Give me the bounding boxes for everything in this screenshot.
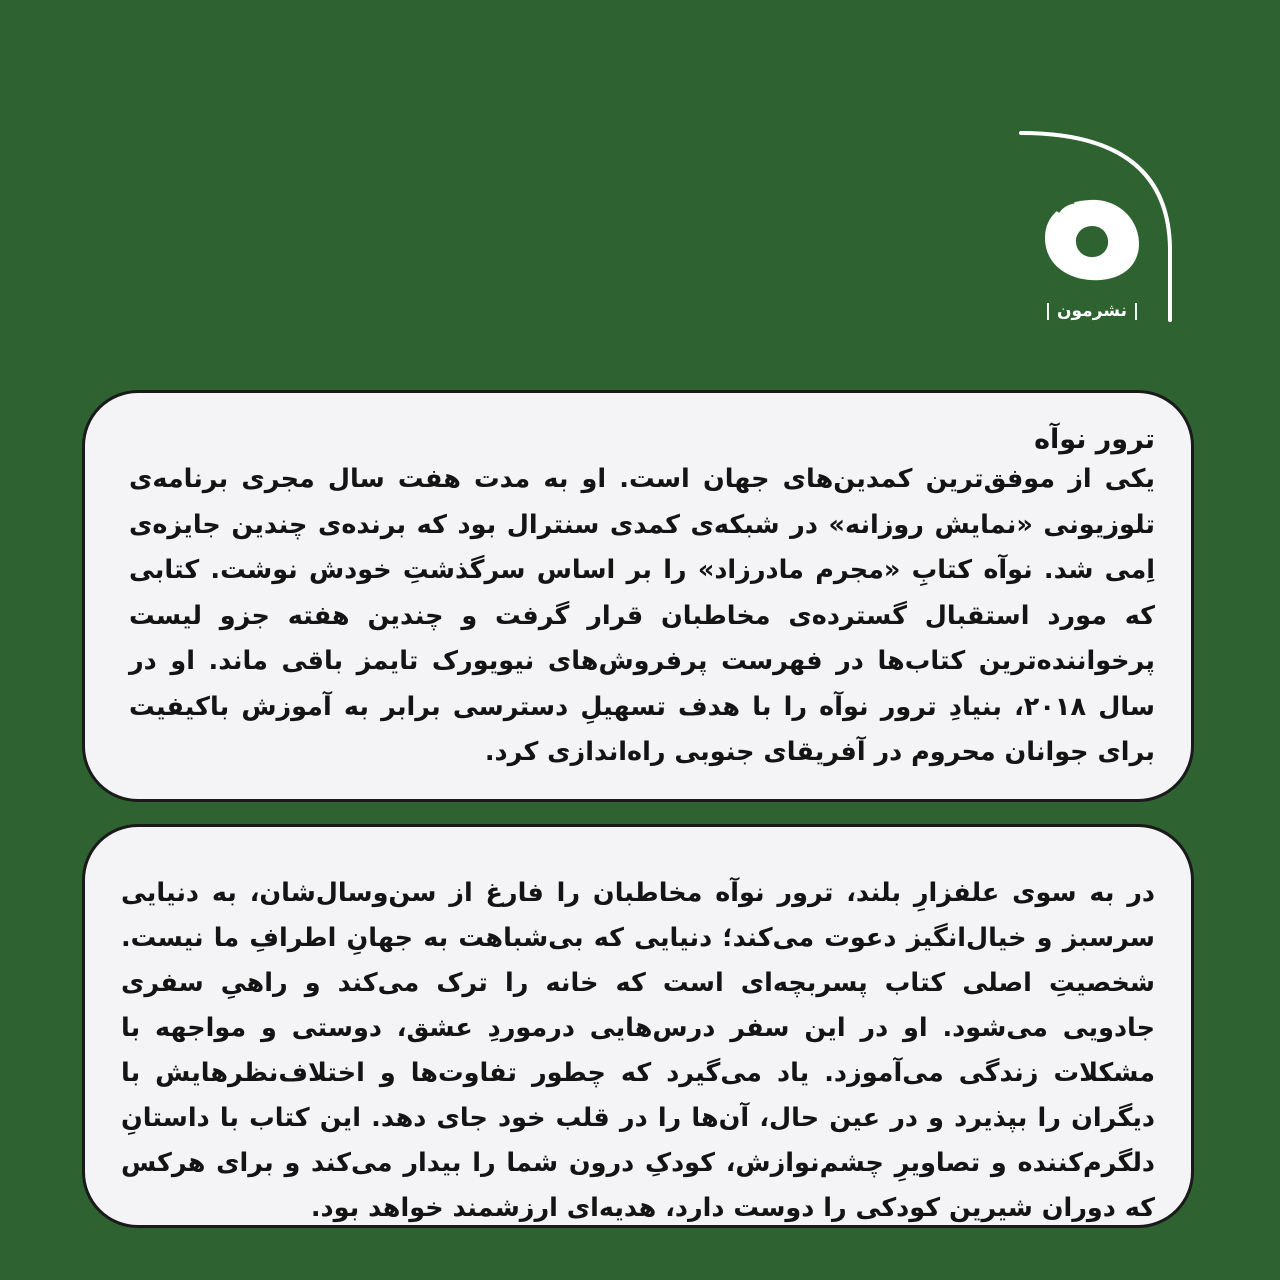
info-card-author [82, 390, 1194, 802]
logo-arch [1021, 133, 1170, 320]
info-card-book [82, 824, 1194, 1228]
card-title: ترور نوآه [1034, 424, 1155, 455]
publisher-name: | نشرمون | [1044, 301, 1140, 321]
card-body: یکی از موفق‌ترین کمدین‌های جهان است. او به مدت هفت سال مجری برنامه‌ی تلوزیونی «نمایش روزانه» در شبکه‌ی کمدی سنترال بود که برنده‌ی چندین جایزه‌ی اِمی شد. نوآه کتابِ «مجرم مادرزاد» را بر اساس سرگذشتِ خودش نوشت. کتابی که مورد استقبال گسترده‌ی مخاطبان قرار گرفت و چندین هفته جزو لیست پرخواننده‌ترین کتاب‌ها در فهرست پرفروش‌های نیویورک تایمز باقی ماند. او در سال ۲۰۱۸، بنیادِ ترور نوآه را با هدف تسهیلِ دسترسی برابر به آموزش باکیفیت برای جوانان محروم در آفریقای جنوبی راه‌اندازی کرد. [129, 464, 1155, 767]
card-body: در به سوی علفزارِ بلند، ترور نوآه مخاطبان را فارغ از سن‌وسال‌شان، به دنیایی سرسبز و خیال‌انگیز دعوت می‌کند؛ دنیایی که بی‌شباهت به جهانِ اطرافِ ما نیست. شخصیتِ اصلی کتاب پسربچه‌ای است که خانه را ترک می‌کند و راهیِ سفری جادویی می‌شود. او در این سفر درس‌هایی درموردِ عشق، دوستی و مواجهه با مشکلات زندگی می‌آموزد. یاد می‌گیرد که چطور تفاوت‌ها و اختلاف‌نظرهایش با دیگران را بپذیرد و در عین حال، آن‌ها را در قلب خود جای دهد. این کتاب با داستانِ دلگرم‌کننده و تصاویرِ چشم‌نوازش، کودکِ درون شما را بیدار می‌کند و برای هرکس که دوران شیرین کودکی را دوست دارد، هدیه‌ای ارزشمند خواهد بود. [121, 878, 1155, 1223]
